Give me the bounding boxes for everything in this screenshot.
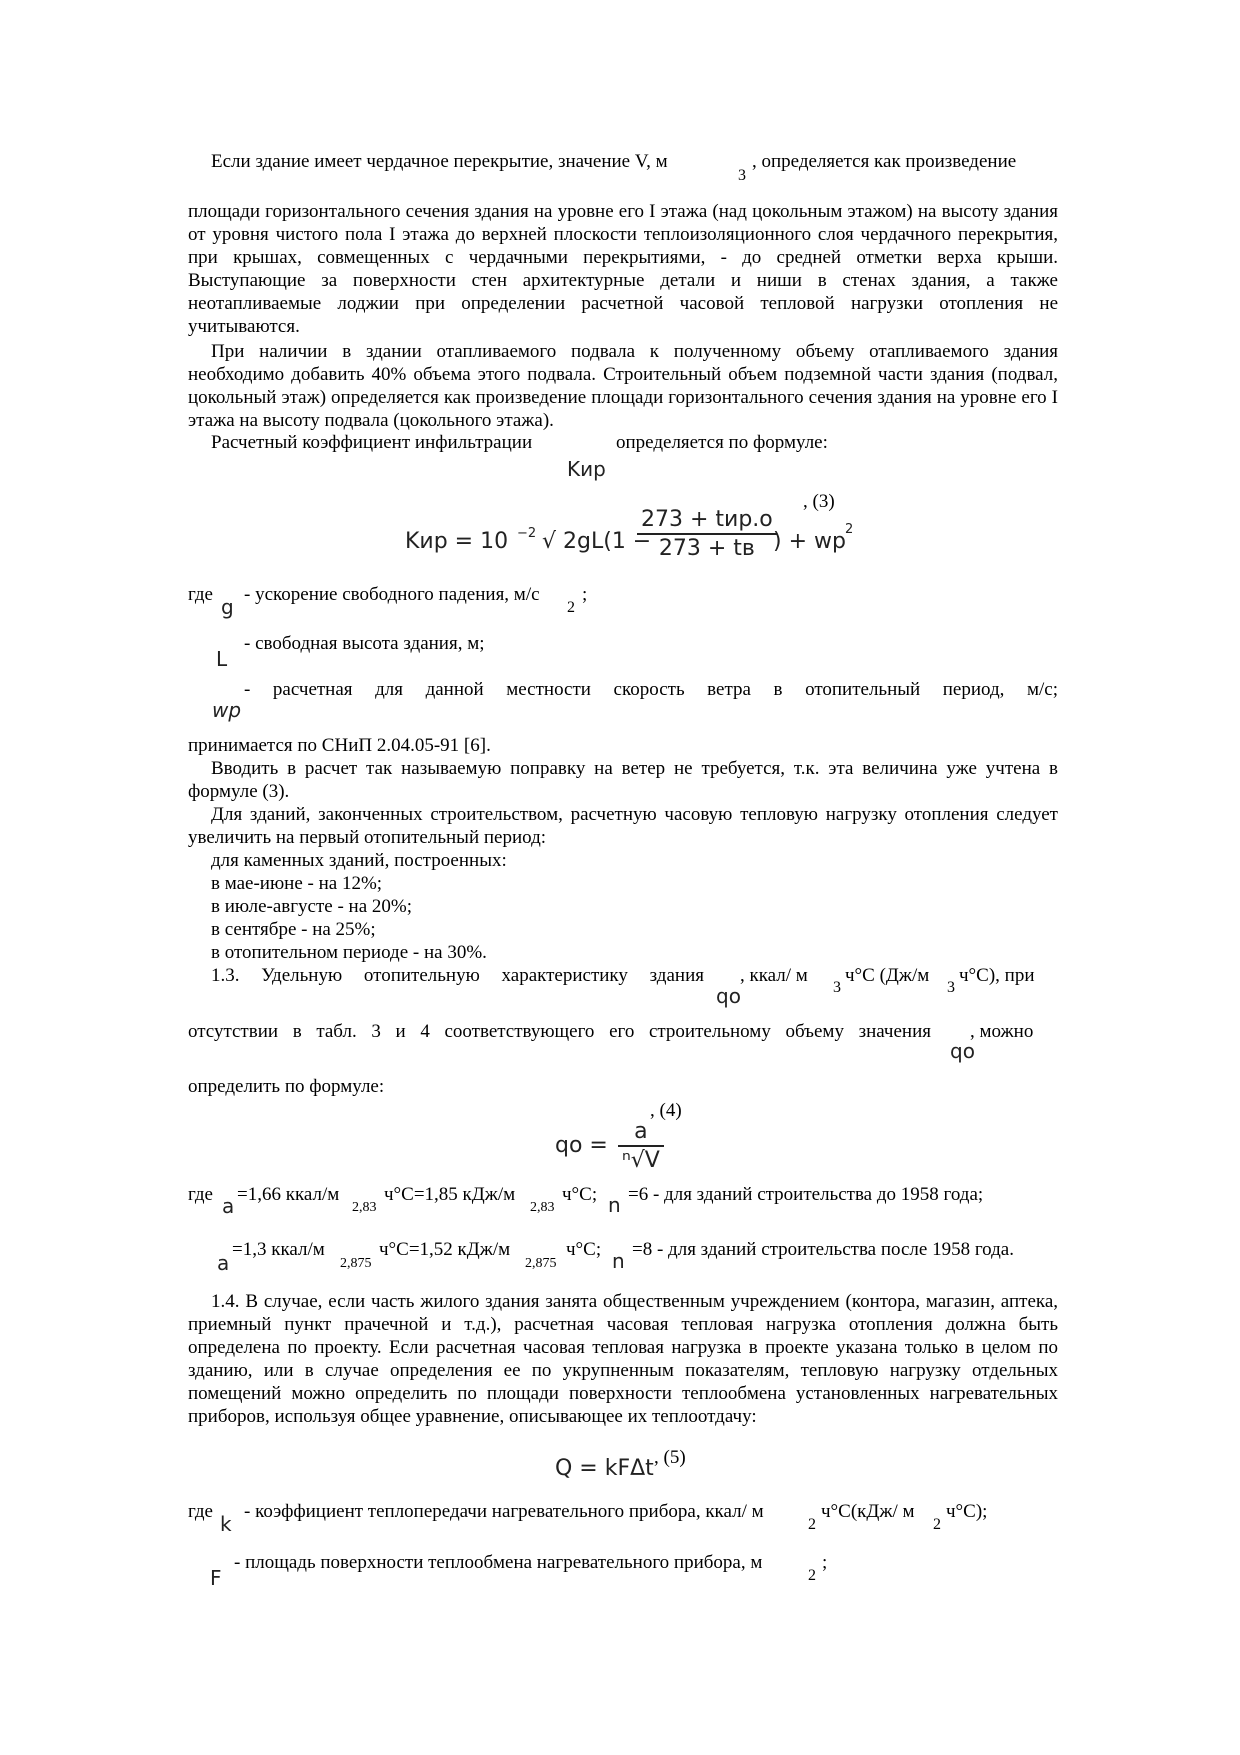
k-s2: 2	[933, 1516, 941, 1533]
f-symbol: F	[210, 1566, 222, 1590]
eq3-mid: √ 2gL(1 −	[542, 529, 652, 554]
eq3-end: ) + wр	[773, 529, 846, 554]
qo-symbol: qo	[716, 984, 741, 1008]
k-t2: ч°С(кДж/ м	[821, 1501, 915, 1522]
s13-line2b: , можно	[970, 1021, 1034, 1042]
a1-s1: 2,83	[352, 1200, 377, 1215]
list-item: в сентябре - на 25%;	[211, 919, 376, 940]
eq3-label: , (3)	[803, 491, 835, 512]
where-g-label: где	[188, 584, 213, 605]
a2-t4: =8 - для зданий строительства после 1958 года.	[632, 1239, 1014, 1260]
k-where: где	[188, 1501, 213, 1522]
s13-text-d: ч°С), при	[959, 965, 1035, 986]
k-t3: ч°С);	[946, 1501, 988, 1522]
eq3-exp: −2	[517, 526, 537, 541]
eq4-denominator: ⁿ√V	[622, 1148, 660, 1173]
para5: Для зданий, законченных строительством, расчетную часовую тепловую нагрузку отопления следует увеличить на первый отопительный период:	[188, 804, 1058, 848]
w-symbol: wр	[212, 698, 242, 722]
list-item: в отопительном периоде - на 30%.	[211, 942, 487, 963]
a1-t3: ч°С;	[562, 1184, 598, 1205]
s13-line2: отсутствии в табл. 3 и 4 соответствующего его строительному объему значения	[188, 1021, 931, 1042]
para3-b: определяется по формуле:	[616, 432, 828, 453]
g-tail: ;	[582, 584, 588, 605]
k-desc: - коэффициент теплопередачи нагревательного прибора, ккал/ м	[244, 1501, 764, 1522]
a2-t1: =1,3 ккал/м	[232, 1239, 325, 1260]
w-rest: принимается по СНиП 2.04.05-91 [6].	[188, 735, 491, 756]
eq3-denominator: 273 + tв	[658, 536, 755, 561]
eq3-lhs: Kир = 10	[405, 529, 509, 554]
eq4-fraction	[618, 1120, 664, 1172]
a2-s1: 2,875	[340, 1256, 372, 1271]
para2: При наличии в здании отапливаемого подвала к полученному объему отапливаемого здания необходимо добавить 40% объема этого подвала. Строительный объем подземной части здания (подвал, цокольный этаж) определяется как произведение площади горизонтального сечения здания на уровне его I этажа на высоту подвала (цокольного этажа).	[188, 341, 1058, 431]
para1-line1	[211, 150, 668, 173]
s13-sup2: 3	[947, 979, 955, 996]
a-symbol: a	[222, 1194, 235, 1218]
list-heading: для каменных зданий, построенных:	[211, 850, 507, 871]
w-desc: - расчетная для данной местности скорость ветра в отопительный период, м/с;	[244, 679, 1058, 700]
g-sup: 2	[567, 599, 575, 616]
eq4-numerator: a	[618, 1120, 664, 1147]
para3-a: Расчетный коэффициент инфильтрации	[211, 432, 533, 453]
n-symbol-2: n	[612, 1249, 625, 1273]
para1-rest: площади горизонтального сечения здания на уровне его I этажа (над цокольным этажом) на высоту здания от уровня чистого пола I этажа до верхней плоскости теплоизоляционного слоя чердачного перекрытия, при крышах, совмещенных с чердачными перекрытиями, - до средней отметки верха крыши. Выступающие за поверхности стен архитектурные детали и ниши в стенах здания, а также неотапливаемые лоджии при определении расчетной часовой тепловой нагрузки отопления не учитываются.	[188, 201, 1058, 337]
para1-text-a: Если здание имеет чердачное перекрытие, значение V, м	[211, 151, 668, 172]
a1-s2: 2,83	[530, 1200, 555, 1215]
equation-5: Q = kFΔt	[555, 1456, 654, 1481]
a2-s2: 2,875	[525, 1256, 557, 1271]
l-symbol: L	[216, 647, 228, 671]
eq4-label: , (4)	[650, 1100, 682, 1121]
g-symbol: g	[221, 595, 234, 619]
s13-line3: определить по формуле:	[188, 1076, 385, 1097]
eq4-lhs: qo =	[555, 1133, 608, 1158]
eq3-square: 2	[845, 522, 854, 537]
eq5-label: , (5)	[654, 1447, 686, 1468]
k-symbol: k	[220, 1512, 232, 1536]
a1-t1: =1,66 ккал/м	[237, 1184, 340, 1205]
k-ir-symbol: Kир	[567, 457, 606, 481]
f-sup: 2	[808, 1567, 816, 1584]
eq3-numerator: 273 + tир.о	[637, 508, 777, 535]
s13-text-c: ч°С (Дж/м	[845, 965, 930, 986]
list-item: в июле-августе - на 20%;	[211, 896, 413, 917]
f-desc: - площадь поверхности теплообмена нагревательного прибора, м	[234, 1552, 763, 1573]
s13-sup1: 3	[833, 979, 841, 996]
s13-text-b: , ккал/ м	[740, 965, 808, 986]
a-symbol-2: a	[217, 1251, 230, 1275]
g-desc: - ускорение свободного падения, м/с	[244, 584, 540, 605]
para1-text-b: , определяется как произведение	[752, 151, 1017, 172]
para1-sup: 3	[738, 167, 746, 184]
l-desc: - свободная высота здания, м;	[244, 633, 485, 654]
a1-where: где	[188, 1184, 213, 1205]
k-s1: 2	[808, 1516, 816, 1533]
s13-text-a: 1.3. Удельную отопительную характеристику здания	[211, 965, 704, 986]
a1-t4: =6 - для зданий строительства до 1958 года;	[628, 1184, 984, 1205]
a1-t2: ч°С=1,85 кДж/м	[384, 1184, 516, 1205]
list-item: в мае-июне - на 12%;	[211, 873, 383, 894]
f-tail: ;	[822, 1552, 828, 1573]
para4: Вводить в расчет так называемую поправку на ветер не требуется, т.к. эта величина уже учтена в формуле (3).	[188, 758, 1058, 802]
a2-t3: ч°С;	[566, 1239, 602, 1260]
qo-symbol-2: qo	[950, 1039, 975, 1063]
section-1-4: 1.4. В случае, если часть жилого здания занята общественным учреждением (контора, магазин, аптека, приемный пункт прачечной и т.д.), расчетная часовая тепловая нагрузка отопления должна быть определена по проекту. Если расчетная часовая тепловая нагрузка в проекте указана только в целом по зданию, или в случае определения ее по укрупненным показателям, тепловую нагрузку отдельных помещений можно определить по площади поверхности теплообмена установленных нагревательных приборов, используя общее уравнение, описывающее их теплоотдачу:	[188, 1291, 1058, 1427]
a2-t2: ч°С=1,52 кДж/м	[379, 1239, 511, 1260]
para1-line1-b	[752, 150, 1016, 173]
eq3-fraction	[637, 508, 777, 560]
n-symbol: n	[608, 1193, 621, 1217]
